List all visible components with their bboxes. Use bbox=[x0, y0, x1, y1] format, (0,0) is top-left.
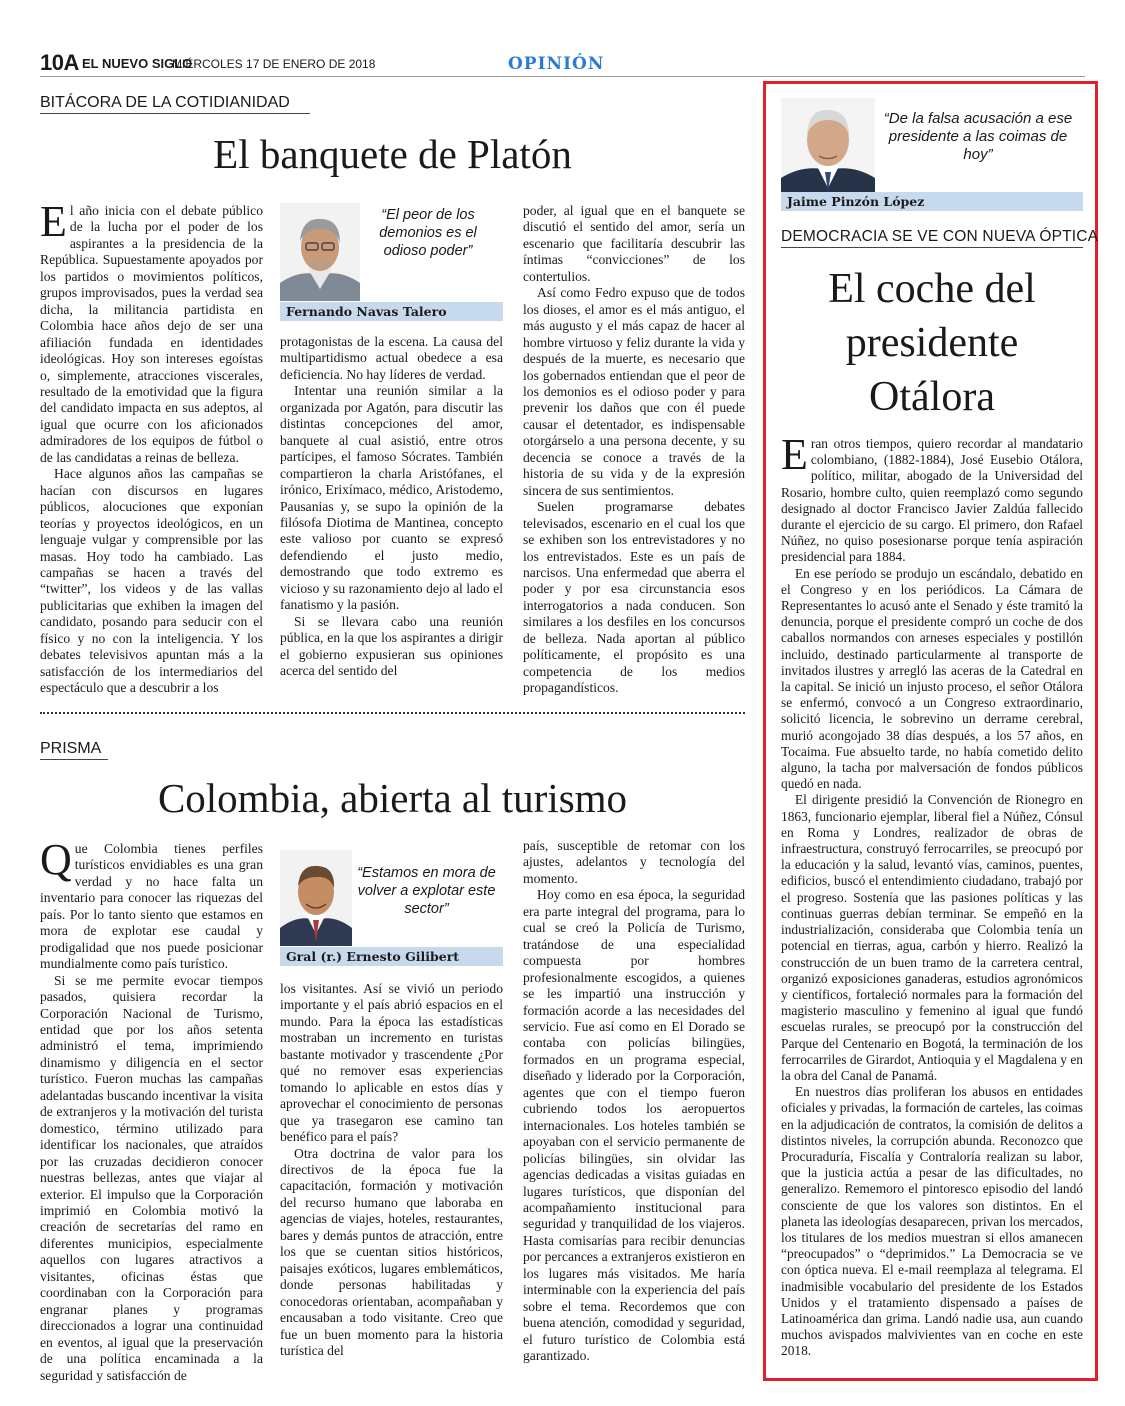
article1-paragraph: poder, al igual que en el banquete se discutió el sentido del amor, sería un escenario que facilitaría descubrir las íntimas “convicciones” de los contertulios. bbox=[523, 203, 745, 284]
article1-paragraph: Intentar una reunión similar a la organizada por Agatón, para discutir las distintas concepciones del amor, banquete al cual asistió, entre otros partícipes, el famoso Sócrates. También compartieron la charla Aristófanes, el irónico, Erixímaco, médico, Aristodemo, Pausanias y, se supo la opinión de la filósofa Diotima de Mantinea, concepto este valioso por cuanto se expresó defendiendo el justo medio, demostrando que todo extremo es vicioso y su razonamiento dejo al lado el fanatismo y la pasión. bbox=[280, 383, 503, 613]
article3-dropcap: E bbox=[781, 430, 808, 479]
article1-paragraph: Hace algunos años las campañas se hacían con discursos en lugares públicos, alocuciones que exponían teorías y proyectos ideológicos, en un lenguaje vulgar y comprensible por las masas. Hoy todo ha cambiado. Las campañas se hacen a través del “twitter”, los videos y de las vallas publicitarias que exhiben la imagen del candidato, posando para seducir con el físico y no con la inteligencia. Y los debates televisivos apuntan más a la satisfacción de los intermediarios del espectáculo que a descubrir a los bbox=[40, 466, 263, 696]
article2-kicker-rule bbox=[40, 759, 108, 760]
article3-body bbox=[781, 430, 1083, 1360]
article1-paragraph: Suelen programarse debates televisados, escenario en el cual los que se exhiben son los entrevistadores y no los entrevistados. Este es un país de narcisos. Una enfermedad que aberra el poder y por esa circunstancia esos interrogatorios a nada conducen. Son similares a los desfiles en los concursos de belleza. Nada aportan al público políticamente, el propósito es una competencia de los medios propagandísticos. bbox=[523, 499, 745, 696]
article2-byline: Gral (r.) Ernesto Gilibert bbox=[280, 947, 503, 966]
article2-kicker: PRISMA bbox=[40, 740, 102, 757]
article1-kicker: BITÁCORA DE LA COTIDIANIDAD bbox=[40, 94, 290, 111]
header-rule bbox=[40, 76, 1085, 77]
article3-paragraph: En ese período se produjo un escándalo, debatido en el Congreso y en los periódicos. La Cámara de Representantes lo acusó ante el Senado y éste tramitó la denuncia, porque el presidente compró un coche de dos caballos normandos con arneses especiales y postillón incluido, destinado particularmente al transporte de invitados ilustres y arregló las aceras de la Catedral en la capital. Se inició un injusto proceso, el señor Otálora se enfermó, convocó a un Congreso extraordinario, solicitó licencia, le sobrevino un derrame cerebral, murió acongojado 38 días después, a los 57 años, en Tocaima. Fue absuelto tarde, no había cometido delito alguno, la tacha por malversación de fondos públicos quedó en nada. bbox=[781, 565, 1083, 792]
article1-column-3 bbox=[523, 203, 745, 697]
article1-column-2 bbox=[280, 334, 503, 680]
article1-dropcap: E bbox=[40, 197, 67, 246]
article1-column-1 bbox=[40, 197, 263, 697]
article2-paragraph: los visitantes. Así se vivió un periodo importante y el país abrió espacios en el mundo. Para la época las estadísticas mostraban un incremento en turistas bastante motivador y trascendente ¿Por qué no remover esas experiencias tomando lo aplicable en estos días y aprovechar el conocimiento de personas que ya trasegaron ese camino tan benéfico para el país? bbox=[280, 981, 503, 1145]
article3-kicker-rule bbox=[781, 247, 1083, 248]
columnist-photo-gilibert bbox=[280, 850, 352, 946]
article1-kicker-rule bbox=[40, 113, 310, 114]
section-title: OPINIÓN bbox=[508, 54, 605, 74]
article1-paragraph: protagonistas de la escena. La causa del multipartidismo actual obedece a esa deficiencia. No hay líderes de verdad. bbox=[280, 334, 503, 382]
article1-byline: Fernando Navas Talero bbox=[280, 302, 503, 321]
article3-title-line: El coche del bbox=[828, 266, 1036, 312]
article2-paragraph: país, susceptible de retomar con los ajustes, adelantos y tecnología del momento. bbox=[523, 838, 745, 886]
article2-column-3 bbox=[523, 838, 745, 1365]
article2-paragraph: ue Colombia tienes perfiles turísticos envidiables es una gran verdad y no hace falta un inventario para conocer las riquezas del país. Por lo tanto siento que estamos en mora de explotar ese caudal y prodigalidad que nos puede posicionar mundialmente como país turístico. bbox=[40, 841, 263, 972]
article2-title: Colombia, abierta al turismo bbox=[157, 775, 628, 821]
article3-title-line: Otálora bbox=[869, 374, 995, 420]
article3-kicker: DEMOCRACIA SE VE CON NUEVA ÓPTICA bbox=[781, 228, 1099, 245]
article2-column-2 bbox=[280, 981, 503, 1359]
article2-paragraph: Hoy como en esa época, la seguridad era parte integral del programa, para lo cual se creó la Policía de Turismo, tratándose de una especialidad compuesta por hombres profesionalmente escogidos, a quienes se les impartió una instrucción y formación acorde a las necesidades del servicio. Fue así como en El Dorado se contaba con policías bilingües, formados en un programa especial, diseñado y liderado por la Corporación, agentes que con el tiempo fueron cubriendo todos los aeropuertos internacionales. Los hoteles también se apoyaban con el servicio permanente de policías bilingües, sin olvidar las agencias dedicadas a visitas guiadas en lugares turísticos, que disponían del acompañamiento institucional para seguridad y tranquilidad de los viajeros. Hasta comisarías para recibir denuncias por percances a extranjeros existieron en los lugares más visitados. Me haría interminable con la experiencia del país sobre el tema. Recordemos que con buena atención, comodidad y seguridad, el futuro turístico de Colombia está garantizado. bbox=[523, 887, 745, 1364]
article2-paragraph: Otra doctrina de valor para los directivos de la época fue la capacitación, formación y motivación del recurso humano que laboraba en agencias de viajes, hoteles, restaurantes, bares y demás puntos de atracción, entre los que se cuentan sitios históricos, paisajes exóticos, lugares emblemáticos, donde personas habilitadas y conocedoras orientaban, acompañaban y encausaban a todo visitante. Creo que fue un buen momento para la historia turística del bbox=[280, 1145, 503, 1358]
article1-paragraph: l año inicia con el debate público de la lucha por el poder de los aspirantes a la presidencia de la República. Supuestamente apoyados por los partidos o movimientos políticos, grupos improvisados, pues la verdad sea dicha, la militancia partidista en Colombia hace años dejo de ser una afiliación fundada en identidades ideológicas. Hoy son intereses egoístas o, simplemente, atracciones viscerales, resultado de la emotividad que la figura del candidato impacta en sus adeptos, al igual que ocurre con los aficionados admiradores de los equipos de fútbol o de las candidatas a reinas de belleza. bbox=[40, 203, 263, 465]
article1-paragraph: Si se llevara cabo una reunión pública, en la que los aspirantes a dirigir el gobierno expusieran sus opiniones acerca del sentido del bbox=[280, 613, 503, 679]
article1-title: El banquete de Platón bbox=[213, 131, 572, 177]
article3-paragraph: El dirigente presidió la Convención de Rionegro en 1863, funcionario ejemplar, liberal fiel a Núñez, Cónsul en Roma y Londres, realizador de obras de infraestructura, construyó ferrocarriles, se preocupó por la educación y la salud, levantó vías, caminos, puentes, edificios, buscó el entendimiento ciudadano, trabajó por el progreso. Sostenía que las pasiones políticas y las continuas guerras debían terminar. Se empeñó en la industrialización, consideraba que Colombia tenía un potencial en tierras, agua, carbón y hierro. Realizó la construcción de un buen tramo de la carretera central, organizó exposiciones ganaderas, estudios agronómicos y científicos, fortaleció normales para la formación del magisterio masculino y femenino al igual que fundó escuelas rurales, se preocupó por la construcción del Parque del Centenario en Bogotá, la terminación de los ferrocarriles de Girardot, Antioquia y el Magdalena y en la obra del Canal de Panamá. bbox=[781, 792, 1083, 1083]
issue-date: MIÉRCOLES 17 DE ENERO DE 2018 bbox=[172, 57, 376, 71]
newspaper-name: EL NUEVO SIGLO bbox=[82, 56, 193, 71]
article2-pull-quote: “Estamos en mora de volver a explotar este sector” bbox=[357, 865, 496, 917]
columnist-photo-pinzon bbox=[781, 98, 875, 194]
article2-column-1 bbox=[40, 835, 263, 1384]
article3-byline: Jaime Pinzón López bbox=[781, 192, 1083, 211]
article3-paragraph: En nuestros días proliferan los abusos en entidades oficiales y privadas, la formación de carteles, las coimas en la adjudicación de contratos, la comisión de delitos a distintos niveles, la corrupción abunda. Reconozco que Procuraduría, Fiscalía y Contraloría realizan su labor, que la justicia actúa a pesar de las dificultades, no generalizo. Rememoro el pintoresco episodio del landó consciente de que los valores son distintos. En el planeta las ideologías desaparecen, privan los mercados, los titulares de los medios muestran si ellos amanecen “preocupados” o “deprimidos.” La Democracia se ve con óptica nueva. El e-mail reemplaza al telegrama. El inadmisible vocabulario del presidente de los Estados Unidos y el tratamiento dispensado a países de Latinoamérica dan grima. Landó nadie usa, aun cuando muchos avispados malvivientes van en coche en este 2018. bbox=[781, 1084, 1083, 1359]
article1-pull-quote: “El peor de los demonios es el odioso poder” bbox=[379, 207, 477, 259]
page-folio: 10A bbox=[40, 50, 79, 75]
article3-title-line: presidente bbox=[845, 320, 1019, 366]
article2-dropcap: Q bbox=[40, 835, 72, 884]
article3-title bbox=[781, 262, 1083, 424]
article1-paragraph: Así como Fedro expuso que de todos los dioses, el amor es el más antiguo, el más augusto y el más capaz de hacer al hombre virtuoso y feliz durante la vida y después de la muerte, es necesario que los gobernados entiendan que el peor de los demonios es el odioso poder y para prevenir los daños que con él puede causar el detentador, es indispensable otorgárselo a una persona decente, y su decencia se conoce a través de la historia de su vida y de la expresión sincera de sus sentimientos. bbox=[523, 285, 745, 498]
article-separator bbox=[40, 712, 745, 714]
article2-paragraph: Si se me permite evocar tiempos pasados, quisiera recordar la Corporación Nacional de Turismo, entidad que por los años setenta administró el tema, imprimiendo dinamismo y diligencia en el sector turístico. Fueron muchas las campañas adelantadas buscando incentivar la visita de extranjeros y la motivación del turista domestico, término utilizado para identificar los nacionales, que atraídos por las cruzadas decidieron conocer nuestras bellezas, antes que viajar al exterior. El impulso que la Corporación imprimió en Colombia motivó la creación de secretarías del ramo en diferentes municipios, especialmente aquellos con lugares atractivos a visitantes, oficinas éstas que coordinaban con la Corporación para engranar planes y programas direccionados a lograr una continuidad en eventos, al igual que la preservación de una política encaminada a la seguridad y satisfacción de bbox=[40, 972, 263, 1383]
article3-paragraph: ran otros tiempos, quiero recordar al mandatario colombiano, (1882-1884), José Eusebio Otálora, político, militar, abogado de la Universidad del Rosario, hombre culto, quien reemplazó como segundo designado al doctor Francisco Javier Zaldúa fallecido durante el ejercicio de su cargo. El primero, don Rafael Núñez, no quiso posesionarse porque tenía aspiración presidencial para 1884. bbox=[781, 436, 1083, 565]
columnist-photo-navas bbox=[280, 203, 360, 301]
article3-pull-quote: “De la falsa acusación a ese presidente a las coimas de hoy” bbox=[883, 110, 1073, 163]
